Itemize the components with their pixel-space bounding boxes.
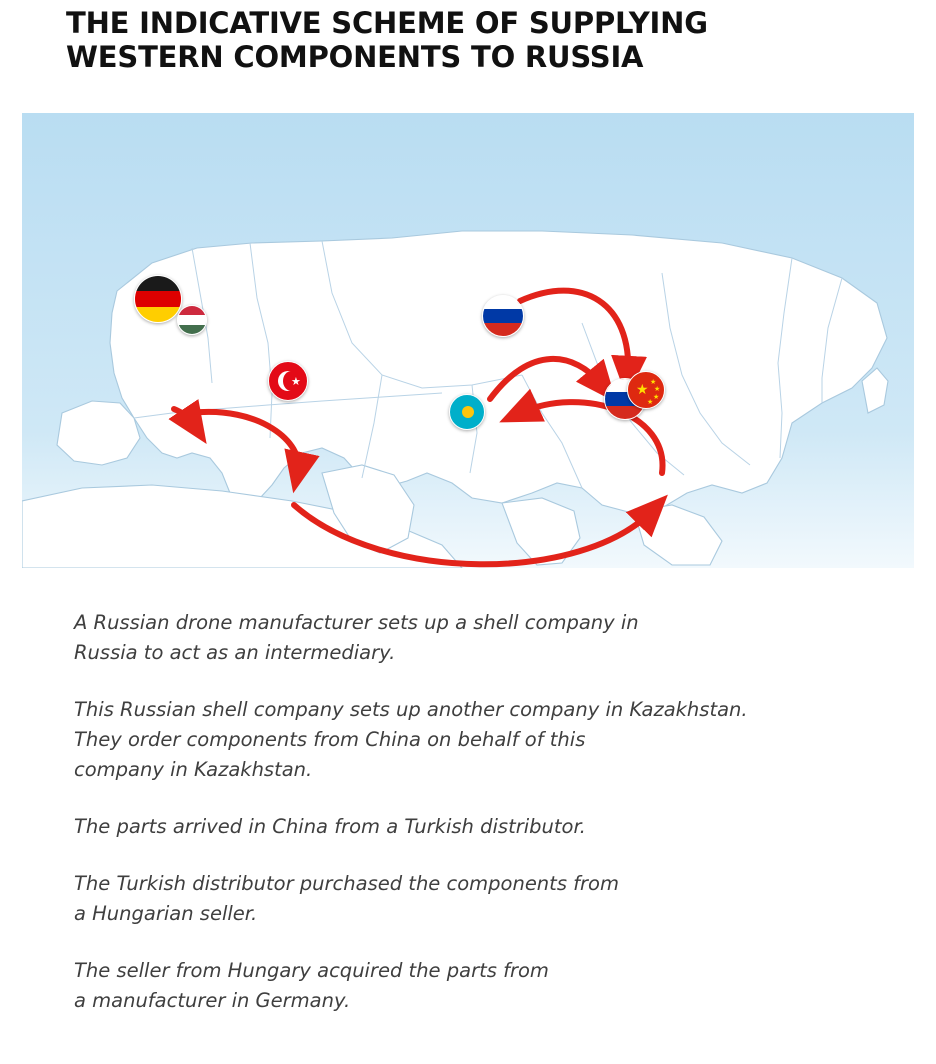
step-1-line-2: Russia to act as an intermediary. xyxy=(74,641,396,664)
scheme-step-2 xyxy=(74,695,924,785)
step-5-line-2: a manufacturer in Germany. xyxy=(74,989,351,1012)
step-3-line-1: The parts arrived in China from a Turkish distributor. xyxy=(74,815,586,838)
scheme-step-4 xyxy=(74,869,924,929)
step-2-line-1: This Russian shell company sets up another company in Kazakhstan. xyxy=(74,698,748,721)
scheme-steps xyxy=(74,608,924,1016)
step-5-line-1: The seller from Hungary acquired the parts from xyxy=(74,959,549,982)
step-4-line-2: a Hungarian seller. xyxy=(74,902,258,925)
kazakhstan-flag[interactable] xyxy=(449,394,485,430)
supply-route-map xyxy=(22,113,914,568)
hungary-flag[interactable] xyxy=(177,305,207,335)
map-graphic xyxy=(22,113,914,568)
step-1-line-1: A Russian drone manufacturer sets up a shell company in xyxy=(74,611,639,634)
step-2-line-2: They order components from China on behalf of this xyxy=(74,728,586,751)
step-4-line-1: The Turkish distributor purchased the components from xyxy=(74,872,619,895)
page-title-line-2: WESTERN COMPONENTS TO RUSSIA xyxy=(66,40,644,74)
scheme-step-5 xyxy=(74,956,924,1016)
germany-flag[interactable] xyxy=(134,275,182,323)
china-flag[interactable]: ★ ★ ★ ★ ★ xyxy=(627,371,665,409)
page-title xyxy=(66,6,886,74)
scheme-step-3 xyxy=(74,812,924,842)
step-2-line-3: company in Kazakhstan. xyxy=(74,758,313,781)
page-title-line-1: THE INDICATIVE SCHEME OF SUPPLYING xyxy=(66,6,708,40)
russia-flag-north[interactable] xyxy=(482,295,524,337)
turkey-flag[interactable]: ★ xyxy=(268,361,308,401)
scheme-step-1 xyxy=(74,608,924,668)
